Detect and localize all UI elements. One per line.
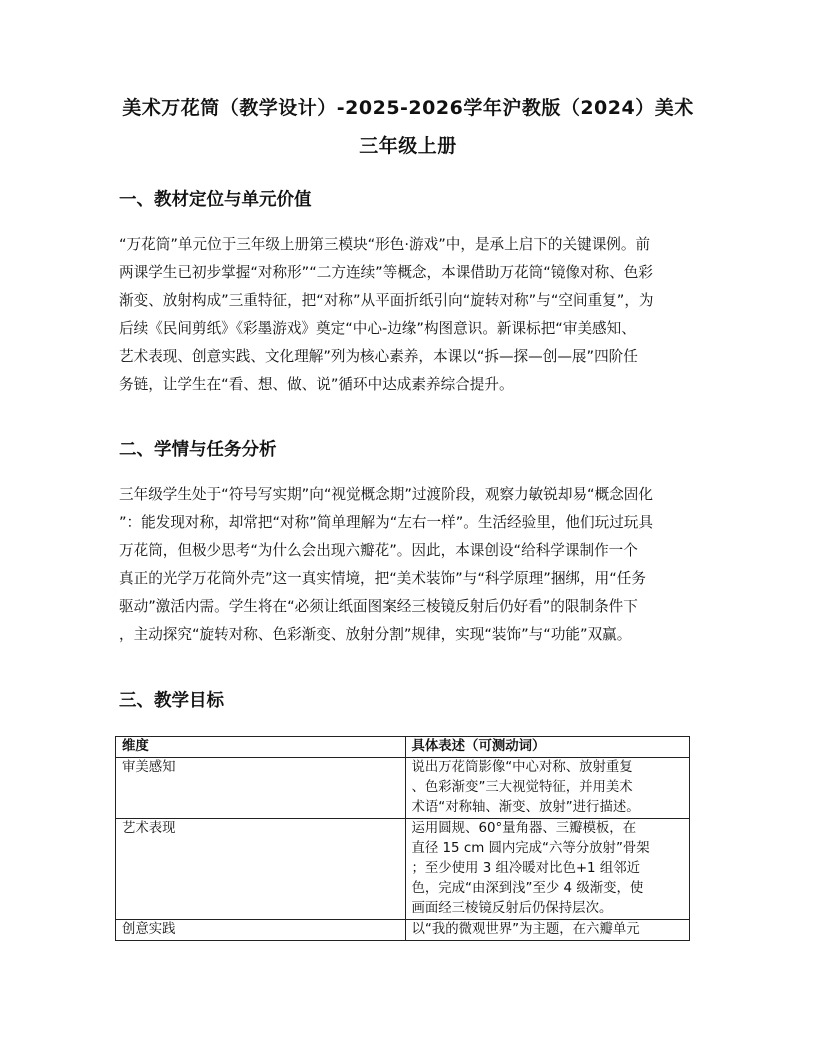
section-1-heading: 一、教材定位与单元价值 [119, 190, 312, 210]
cell-line: 画面经三棱镜反射后仍保持层次。 [411, 901, 613, 916]
table-header-row [116, 737, 690, 758]
paragraph-line: 两课学生已初步掌握“对称形”“二方连续”等概念，本课借助万花筒“镜像对称、色彩 [119, 264, 653, 281]
table-header-cell: 维度 [116, 737, 406, 758]
table-cell-dimension: 创意实践 [116, 920, 406, 941]
section-3-heading: 三、教学目标 [119, 691, 224, 711]
objectives-table [115, 736, 690, 941]
table-cell-description [405, 920, 690, 941]
paragraph-line: 驱动”激活内需。学生将在“必须让纸面图案经三棱镜反射后仍好看”的限制条件下 [119, 598, 638, 615]
paragraph-line: “万花筒”单元位于三年级上册第三模块“形色·游戏”中，是承上启下的关键课例。前 [119, 236, 651, 253]
cell-line: 以“我的微观世界”为主题，在六瓣单元 [411, 922, 640, 937]
cell-line: 运用圆规、60°量角器、三瓣模板，在 [411, 821, 637, 836]
paragraph-line: 务链，让学生在“看、想、做、说”循环中达成素养综合提升。 [119, 376, 514, 393]
cell-line: 直径 15 cm 圆内完成“六等分放射”骨架 [411, 841, 650, 856]
document-title-line-2: 三年级上册 [359, 135, 457, 157]
paragraph-line: ，主动探究“旋转对称、色彩渐变、放射分割”规律，实现“装饰”与“功能”双赢。 [119, 626, 632, 643]
document-title-line-1: 美术万花筒（教学设计）-2025-2026学年沪教版（2024）美术 [122, 97, 694, 119]
paragraph-line: ”：能发现对称，却常把“对称”简单理解为“左右一样”。生活经验里，他们玩过玩具 [119, 514, 653, 531]
section-1-paragraph [119, 231, 699, 399]
table-row [116, 819, 690, 920]
paragraph-line: 真正的光学万花筒外壳”这一真实情境，把“美术装饰”与“科学原理”捆绑，用“任务 [119, 570, 646, 587]
paragraph-line: 三年级学生处于“符号写实期”向“视觉概念期”过渡阶段，观察力敏锐却易“概念固化 [119, 486, 653, 503]
table-cell-dimension: 艺术表现 [116, 819, 406, 920]
section-2-heading: 二、学情与任务分析 [119, 440, 277, 460]
table-cell-dimension: 审美感知 [116, 758, 406, 819]
section-2-paragraph [119, 481, 699, 649]
table-row [116, 758, 690, 819]
cell-line: 术语“对称轴、渐变、放射”进行描述。 [411, 800, 640, 815]
table-cell-description [405, 819, 690, 920]
cell-line: 说出万花筒影像“中心对称、放射重复 [411, 760, 633, 775]
cell-line: 、色彩渐变”三大视觉特征，并用美术 [411, 780, 633, 795]
paragraph-line: 后续《民间剪纸》《彩墨游戏》奠定“中心-边缘”构图意识。新课标把“审美感知、 [119, 320, 636, 337]
table-cell-description [405, 758, 690, 819]
paragraph-line: 万花筒，但极少思考“为什么会出现六瓣花”。因此，本课创设“给科学课制作一个 [119, 542, 638, 559]
cell-line: 色，完成“由深到浅”至少 4 级渐变，使 [411, 881, 644, 896]
paragraph-line: 艺术表现、创意实践、文化理解”列为核心素养，本课以“拆—探—创—展”四阶任 [119, 348, 638, 365]
table-row [116, 920, 690, 941]
paragraph-line: 渐变、放射构成”三重特征，把“对称”从平面折纸引向“旋转对称”与“空间重复”，为 [119, 292, 654, 309]
cell-line: ；至少使用 3 组冷暖对比色+1 组邻近 [411, 861, 640, 876]
table-header-cell: 具体表述（可测动词） [405, 737, 690, 758]
